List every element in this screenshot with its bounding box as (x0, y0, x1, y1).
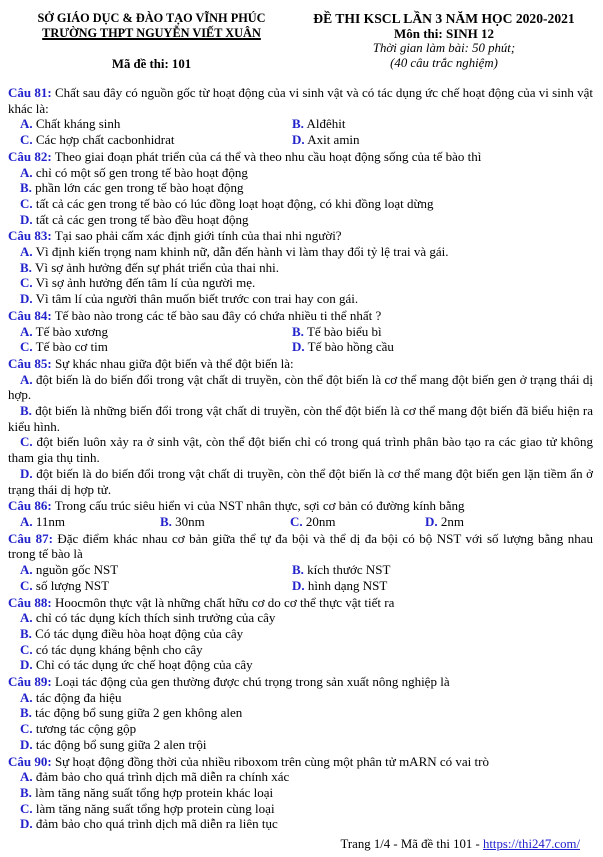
option-b (8, 260, 593, 276)
exam-header (8, 11, 593, 72)
question-body: Tại sao phải cấm xác định giới tính của thai nhi người? (54, 228, 342, 244)
option-a (8, 372, 593, 403)
option-text: kích thước NST (307, 562, 391, 578)
option-d (8, 291, 593, 307)
option-c (8, 434, 593, 465)
question-87 (8, 531, 593, 594)
option-letter: B. (160, 513, 172, 529)
option-text: Có tác dụng điều hòa hoạt động của cây (35, 625, 244, 641)
option-text: số lượng NST (35, 577, 110, 593)
option-c (8, 132, 280, 148)
question-84 (8, 308, 593, 355)
option-text: tương tác cộng gộp (35, 721, 137, 737)
school-name: TRƯỜNG THPT NGUYỄN VIẾT XUÂN (42, 26, 261, 40)
question-body: Tế bào nào trong các tế bào sau đây có chứa nhiều ti thể nhất ? (54, 307, 382, 323)
option-b (148, 514, 278, 530)
option-c (8, 642, 593, 658)
option-a (8, 514, 148, 530)
exam-subject: Môn thi: SINH 12 (393, 26, 495, 41)
option-b (8, 785, 593, 801)
option-letter: C. (20, 132, 33, 148)
option-letter: A. (20, 610, 33, 626)
question-body: Hoocmôn thực vật là những chất hữu cơ do cơ thể thực vật tiết ra (54, 594, 395, 610)
header-left-block (8, 11, 295, 72)
question-86 (8, 498, 593, 529)
option-letter: A. (20, 513, 33, 529)
option-c (8, 578, 280, 594)
question-83 (8, 228, 593, 307)
option-letter: A. (20, 164, 33, 180)
option-letter: A. (20, 769, 33, 785)
option-text: đảm bảo cho quá trình dịch mã diễn ra liên tục (35, 816, 278, 832)
option-letter: D. (20, 816, 33, 832)
option-text: làm tăng năng suất tổng hợp protein khác loại (35, 784, 274, 800)
option-letter: B. (292, 562, 304, 578)
options (8, 769, 593, 832)
question-body: Trong cấu trúc siêu hiển vi của NST nhân thực, sợi cơ bản có đường kính bằng (54, 498, 465, 514)
question-body: Sự khác nhau giữa đột biến và thể đột biến là: (54, 355, 294, 371)
option-letter: C. (20, 641, 33, 657)
option-letter: A. (20, 689, 33, 705)
question-text (8, 595, 593, 611)
option-b (280, 324, 593, 340)
option-letter: B. (292, 323, 304, 339)
option-letter: D. (20, 291, 33, 307)
option-letter: A. (20, 244, 33, 260)
option-letter: C. (290, 513, 303, 529)
option-a (8, 769, 593, 785)
option-letter: C. (20, 275, 33, 291)
option-letter: D. (292, 132, 305, 148)
option-letter: B. (292, 116, 304, 132)
option-letter: D. (292, 339, 305, 355)
option-a (8, 610, 593, 626)
option-text: làm tăng năng suất tổng hợp protein cùng loại (35, 800, 275, 816)
option-a (8, 324, 280, 340)
option-text: Tế bào xương (35, 323, 109, 339)
option-letter: B. (20, 259, 32, 275)
question-body: Chất sau đây có nguồn gốc từ hoạt động của vi sinh vật và có tác dụng ức chế hoạt động của vi sinh vật khác là: (8, 85, 594, 116)
options (8, 562, 593, 593)
question-81 (8, 85, 593, 148)
option-text: có tác dụng kháng bệnh cho cây (35, 641, 203, 657)
options (8, 324, 593, 355)
option-d (280, 339, 593, 355)
option-c (8, 339, 280, 355)
option-d (413, 514, 593, 530)
option-letter: B. (20, 705, 32, 721)
option-text: đột biến là những biến đổi trong vật chất di truyền, còn thể đột biến là cơ thể mang đột biến đã biểu hiện ra kiểu hình. (8, 403, 594, 434)
question-label: Câu 87: (8, 530, 53, 546)
question-text (8, 674, 593, 690)
question-text (8, 149, 593, 165)
question-82 (8, 149, 593, 228)
option-c (8, 721, 593, 737)
option-letter: C. (20, 195, 33, 211)
options (8, 690, 593, 753)
option-letter: C. (20, 721, 33, 737)
option-text: đột biến là do biến đổi trong vật chất di truyền, còn thể đột biến là cơ thể mang đột biến gen ở trạng thái dị hợp. (8, 371, 594, 403)
option-text: Tế bào hồng cầu (307, 339, 394, 355)
option-d (8, 466, 593, 497)
option-letter: A. (20, 116, 33, 132)
option-text: Tế bào biểu bì (306, 323, 382, 339)
option-b (8, 403, 593, 434)
options (8, 116, 593, 147)
option-text: 20nm (305, 513, 336, 529)
option-text: Chất kháng sinh (35, 116, 121, 132)
question-label: Câu 83: (8, 228, 52, 244)
question-label: Câu 89: (8, 674, 52, 690)
option-text: hình dạng NST (307, 577, 388, 593)
option-text: đột biến là do biến đổi trong vật chất di truyền, còn thể đột biến là cơ thể mang đột biến gen lặn tiềm ẩn ở trạng thái dị hợp tử. (8, 465, 594, 497)
page-number: Trang 1/4 - Mã đề thi 101 - (340, 837, 483, 852)
source-link[interactable]: https://thi247.com/ (482, 837, 580, 852)
option-letter: C. (20, 800, 33, 816)
option-b (8, 626, 593, 642)
option-d (8, 737, 593, 753)
option-b (280, 562, 593, 578)
question-text (8, 228, 593, 244)
option-a (8, 690, 593, 706)
option-text: phần lớn các gen trong tế bào hoạt động (35, 180, 244, 196)
option-letter: B. (20, 403, 32, 419)
question-88 (8, 595, 593, 674)
option-letter: B. (20, 180, 32, 196)
option-b (8, 705, 593, 721)
question-label: Câu 90: (8, 753, 52, 769)
options (8, 372, 593, 498)
option-letter: D. (20, 211, 33, 227)
option-text: Vì sợ ảnh hưởng đến tâm lí của người mẹ. (35, 275, 256, 291)
exam-time-limit: Thời gian làm bài: 50 phút; (372, 41, 516, 55)
options (8, 244, 593, 307)
option-letter: A. (20, 371, 33, 387)
option-text: 2nm (440, 513, 465, 529)
option-letter: C. (20, 577, 33, 593)
option-text: Tế bào cơ tim (35, 339, 108, 355)
option-letter: D. (20, 465, 33, 481)
options (8, 165, 593, 228)
option-text: Vì định kiến trọng nam khinh nữ, dẫn đến hành vi làm thay đổi tỷ lệ trai và gái. (35, 244, 449, 260)
question-body: Sự hoạt động đồng thời của nhiều riboxom trên cùng một phân tử mARN có vai trò (54, 753, 489, 769)
options (8, 610, 593, 673)
option-a (8, 244, 593, 260)
option-text: đảm bảo cho quá trình dịch mã diễn ra chính xác (35, 769, 290, 785)
exam-code: Mã đề thi: 101 (111, 57, 192, 71)
option-text: đột biến luôn xảy ra ở sinh vật, còn thể đột biến chỉ có trong quá trình phân bào tạo ra các giao tử không tham gia thụ tinh. (8, 434, 593, 466)
option-text: Vì sợ ảnh hưởng đến sự phát triển của thai nhi. (34, 259, 280, 275)
question-89 (8, 674, 593, 753)
question-text (8, 356, 593, 372)
option-c (8, 275, 593, 291)
option-text: chỉ có tác dụng kích thích sinh trưởng của cây (35, 610, 276, 626)
question-body: Đặc điểm khác nhau cơ bản giữa thể tự đa bội và thể dị đa bội có bộ NST với số lượng bằng nhau trong tế bào là (8, 530, 593, 562)
option-a (8, 165, 593, 181)
option-text: tất cả các gen trong tế bào có lúc đồng loạt hoạt động, có khi đồng loạt dừng (35, 195, 434, 211)
option-text: Axit amin (307, 132, 360, 148)
page-footer (8, 837, 593, 852)
option-b (280, 116, 593, 132)
option-b (8, 180, 593, 196)
option-c (278, 514, 413, 530)
option-text: Vì tâm lí của người thân muốn biết trước con trai hay con gái. (35, 291, 359, 307)
option-d (8, 657, 593, 673)
exam-note: (40 câu trắc nghiệm) (390, 56, 498, 70)
option-text: tác động đa hiệu (35, 689, 122, 705)
question-label: Câu 88: (8, 594, 52, 610)
option-text: Alđêhit (306, 116, 346, 132)
option-letter: D. (20, 657, 33, 673)
exam-title: ĐỀ THI KSCL LẦN 3 NĂM HỌC 2020-2021 (313, 11, 575, 26)
header-right-block (295, 11, 593, 72)
option-letter: C. (20, 339, 33, 355)
option-text: tất cả các gen trong tế bào đều hoạt động (35, 211, 249, 227)
option-letter: B. (20, 784, 32, 800)
option-letter: D. (292, 577, 305, 593)
option-text: 30nm (175, 513, 205, 529)
question-label: Câu 82: (8, 148, 52, 164)
option-d (8, 816, 593, 832)
option-letter: A. (20, 562, 33, 578)
option-d (280, 578, 593, 594)
question-body: Theo giai đoạn phát triển của cá thể và theo nhu cầu hoạt động sống của tế bào thì (54, 148, 482, 164)
question-85 (8, 356, 593, 497)
question-label: Câu 86: (8, 498, 52, 514)
question-body: Loại tác động của gen thường được chú trọng trong sản xuất nông nghiệp là (54, 674, 450, 690)
question-text (8, 85, 593, 116)
question-text (8, 308, 593, 324)
option-letter: A. (20, 323, 33, 339)
option-d (280, 132, 593, 148)
option-text: Các hợp chất cacbonhidrat (35, 132, 175, 148)
option-text: nguồn gốc NST (35, 562, 119, 578)
question-label: Câu 81: (8, 85, 52, 100)
option-text: Chỉ có tác dụng ức chế hoạt động của cây (35, 657, 253, 673)
option-letter: D. (20, 736, 33, 752)
question-label: Câu 84: (8, 307, 52, 323)
option-text: tác động bổ sung giữa 2 gen không alen (35, 705, 243, 721)
option-text: chỉ có một số gen trong tế bào hoạt động (35, 164, 248, 180)
question-text (8, 754, 593, 770)
question-text (8, 498, 593, 514)
option-text: 11nm (35, 513, 66, 529)
option-letter: B. (20, 625, 32, 641)
option-a (8, 562, 280, 578)
question-90 (8, 754, 593, 833)
option-c (8, 196, 593, 212)
question-text (8, 531, 593, 562)
option-d (8, 212, 593, 228)
question-label: Câu 85: (8, 355, 52, 371)
option-letter: D. (425, 513, 438, 529)
option-a (8, 116, 280, 132)
department-name: SỞ GIÁO DỤC & ĐÀO TẠO VĨNH PHÚC (37, 11, 266, 25)
option-letter: C. (20, 434, 33, 450)
options (8, 514, 593, 530)
option-text: tác động bổ sung giữa 2 alen trội (35, 736, 207, 752)
option-c (8, 801, 593, 817)
